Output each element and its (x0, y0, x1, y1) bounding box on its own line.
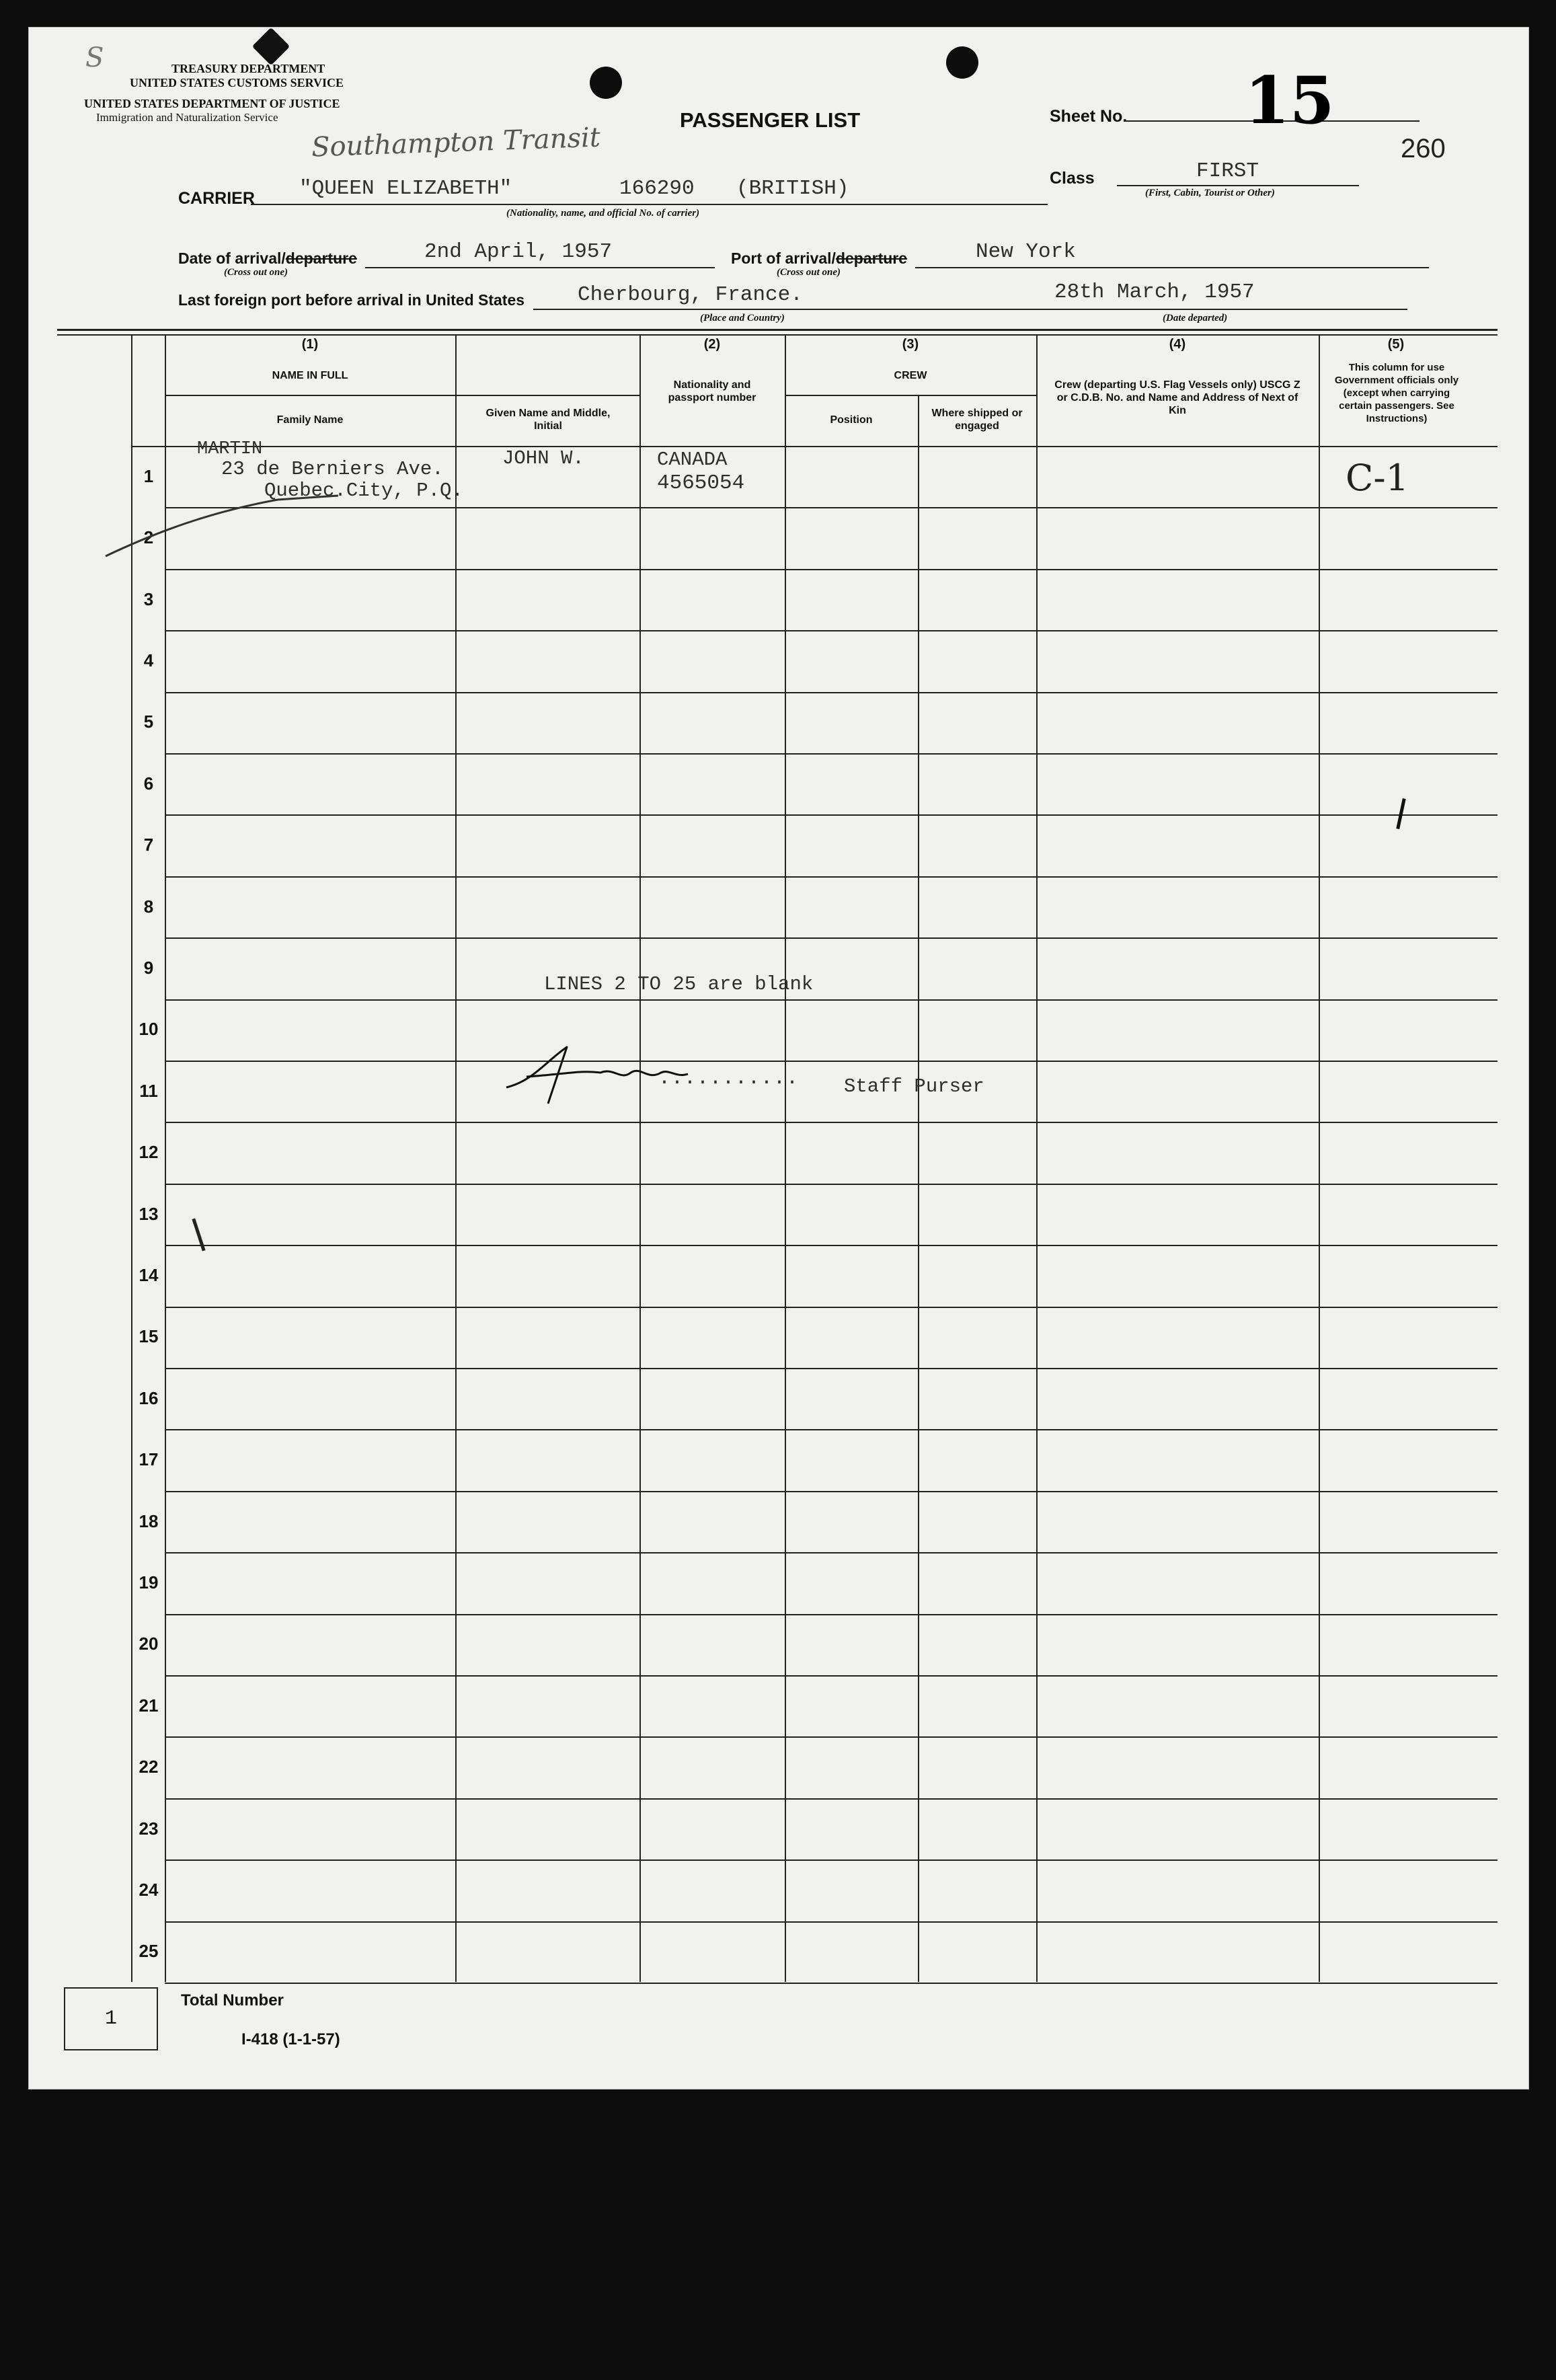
row-number: 19 (139, 1572, 159, 1592)
passenger-list-form (28, 27, 1529, 2089)
row-number: 6 (143, 773, 154, 794)
col4-number: (4) (1169, 337, 1186, 352)
col-line-3 (639, 334, 641, 1982)
row-rule (165, 1491, 1497, 1492)
page-title: PASSENGER LIST (680, 108, 861, 132)
header-subrule-3 (785, 395, 1036, 396)
date-arrival-label (178, 249, 357, 268)
row-rule (165, 1429, 1497, 1430)
row-rule (165, 1307, 1497, 1308)
stamp-number: 260 (1401, 134, 1446, 163)
row-number: 13 (139, 1204, 159, 1224)
row-number: 25 (139, 1941, 159, 1961)
row-number: 4 (143, 650, 154, 670)
blank-lines-note: LINES 2 TO 25 are blank (544, 973, 814, 995)
col-line-5 (918, 395, 919, 1982)
row-rule (165, 1983, 1497, 1984)
pencil-mark-1 (1396, 798, 1405, 829)
col3b-title: Where shipped or engaged (931, 408, 1023, 432)
row-rule (165, 1798, 1497, 1800)
agency-justice: UNITED STATES DEPARTMENT OF JUSTICE (84, 97, 340, 110)
sheet-no-value: 15 (1245, 63, 1335, 139)
date-arrival-label-text: Date of arrival/ (178, 249, 286, 267)
col3-title: CREW (894, 370, 927, 381)
row-rule (165, 1061, 1497, 1062)
header-bottom-rule (131, 446, 1497, 447)
row-rule (165, 1184, 1497, 1185)
col-line-1 (165, 334, 166, 1982)
row-number: 2 (143, 527, 154, 547)
row-number: 5 (143, 712, 154, 732)
col3-number: (3) (902, 337, 919, 352)
row-number: 15 (139, 1326, 159, 1346)
pencil-mark-2 (192, 1218, 205, 1251)
row-number: 20 (139, 1634, 159, 1654)
row-rule (165, 1245, 1497, 1246)
col2-number: (2) (703, 337, 721, 352)
row-number: 7 (143, 835, 154, 855)
total-label: Total Number (181, 1991, 284, 2009)
class-value: FIRST (1196, 159, 1259, 183)
date-departed-value: 28th March, 1957 (1054, 280, 1255, 304)
col-line-2 (455, 334, 457, 1982)
col-line-4 (785, 334, 786, 1982)
staple-mark (252, 28, 290, 66)
date-arrival-line (365, 267, 715, 268)
entry-address-line1: 23 de Berniers Ave. (221, 458, 444, 480)
carrier-caption: (Nationality, name, and official No. of carrier) (506, 208, 700, 219)
col4-title: Crew (departing U.S. Flag Vessels only) USCG Z or C.D.B. No. and Name and Address of Next of Kin (1054, 379, 1300, 416)
agency-ins: Immigration and Naturalization Service (96, 111, 278, 124)
last-port-caption: (Place and Country) (700, 313, 785, 323)
row-number: 24 (139, 1880, 159, 1900)
col-line-7 (1319, 334, 1320, 1982)
signature-dots: ........... (658, 1067, 800, 1090)
row-number: 10 (139, 1019, 159, 1039)
handwritten-note: Southampton Transit (311, 122, 601, 163)
row-rule (165, 814, 1497, 816)
port-arrival-value: New York (976, 240, 1076, 264)
carrier-line (251, 204, 1048, 205)
total-box (64, 1987, 158, 2050)
row-number: 9 (143, 958, 154, 978)
carrier-official-no: 166290 (619, 177, 695, 200)
date-departed-caption: (Date departed) (1163, 313, 1228, 323)
port-arrival-label-crossed: departure (835, 249, 908, 267)
header-subrule-1 (165, 395, 639, 396)
entry-address-line2: Quebec.City, P.Q. (264, 479, 463, 502)
date-arrival-label-crossed: departure (285, 249, 357, 267)
row-rule (165, 569, 1497, 570)
total-value: 1 (104, 2007, 117, 2030)
signature-title: Staff Purser (844, 1075, 984, 1098)
corner-mark: S (85, 42, 104, 73)
date-departed-line (1004, 309, 1407, 310)
class-line (1117, 185, 1359, 186)
carrier-name: "QUEEN ELIZABETH" (299, 177, 512, 200)
col2-title: Nationality and passport number (668, 379, 756, 404)
row-number: 18 (139, 1511, 159, 1531)
row-rule (165, 1921, 1497, 1923)
entry-nationality: CANADA (657, 449, 728, 471)
table-top-rule (57, 329, 1497, 331)
agency-treasury: TREASURY DEPARTMENT (171, 62, 325, 75)
date-arrival-value: 2nd April, 1957 (424, 240, 613, 264)
row-rule (165, 1368, 1497, 1369)
last-port-value: Cherbourg, France. (578, 283, 803, 307)
sheet-no-label: Sheet No. (1050, 107, 1128, 126)
punch-hole-left (590, 67, 622, 99)
row-rule (165, 937, 1497, 939)
carrier-label: CARRIER (178, 189, 255, 208)
col5-number: (5) (1387, 337, 1405, 352)
row-number: 17 (139, 1449, 159, 1469)
row-rule (165, 1859, 1497, 1861)
entry-strike-line (103, 458, 345, 566)
port-arrival-line (915, 267, 1429, 268)
last-port-label: Last foreign port before arrival in United States (178, 291, 525, 309)
col5-title: This column for use Government officials only (except when carrying certain passengers. See Instructions) (1334, 362, 1459, 424)
class-caption: (First, Cabin, Tourist or Other) (1145, 188, 1275, 198)
col1-number: (1) (301, 337, 319, 352)
class-label: Class (1050, 169, 1095, 188)
punch-hole-right (946, 46, 978, 79)
entry-given-name: JOHN W. (502, 447, 584, 469)
row-rule (165, 507, 1497, 508)
carrier-nationality: (BRITISH) (736, 177, 849, 200)
table-top-rule-2 (57, 334, 1497, 336)
row-rule (165, 753, 1497, 755)
row-rule (165, 1675, 1497, 1677)
row-number: 21 (139, 1695, 159, 1716)
row-number: 3 (143, 589, 154, 609)
row-number: 11 (139, 1081, 158, 1101)
port-arrival-label (731, 249, 907, 268)
col1-title: NAME IN FULL (272, 370, 348, 381)
row-rule (165, 1736, 1497, 1738)
row-rule (165, 630, 1497, 631)
row-rule (165, 1552, 1497, 1553)
port-arrival-label-text: Port of arrival/ (731, 249, 836, 267)
entry-family-name: MARTIN (197, 439, 263, 459)
entry-passport: 4565054 (657, 471, 745, 495)
last-port-line (533, 309, 1007, 310)
row-number: 14 (139, 1265, 159, 1285)
row-number: 16 (139, 1388, 159, 1408)
row-number: 22 (139, 1757, 159, 1777)
agency-customs: UNITED STATES CUSTOMS SERVICE (130, 76, 344, 89)
row-rule (165, 1122, 1497, 1123)
row-number: 1 (143, 466, 154, 486)
form-number: I-418 (1-1-57) (241, 2030, 340, 2048)
date-arrival-caption: (Cross out one) (224, 267, 288, 278)
row-number: 8 (143, 896, 154, 917)
col1a-title: Family Name (276, 414, 344, 426)
row-number: 12 (139, 1142, 159, 1162)
col3a-title: Position (830, 414, 873, 426)
col-line-6 (1036, 334, 1038, 1982)
row-rule (165, 876, 1497, 878)
row-rule (165, 1614, 1497, 1615)
row-rule (165, 999, 1497, 1001)
row-rule (165, 692, 1497, 693)
port-arrival-caption: (Cross out one) (777, 267, 841, 278)
col1b-title: Given Name and Middle, Initial (485, 408, 611, 432)
row-number: 23 (139, 1818, 159, 1839)
entry-official-mark: C-1 (1346, 457, 1409, 499)
